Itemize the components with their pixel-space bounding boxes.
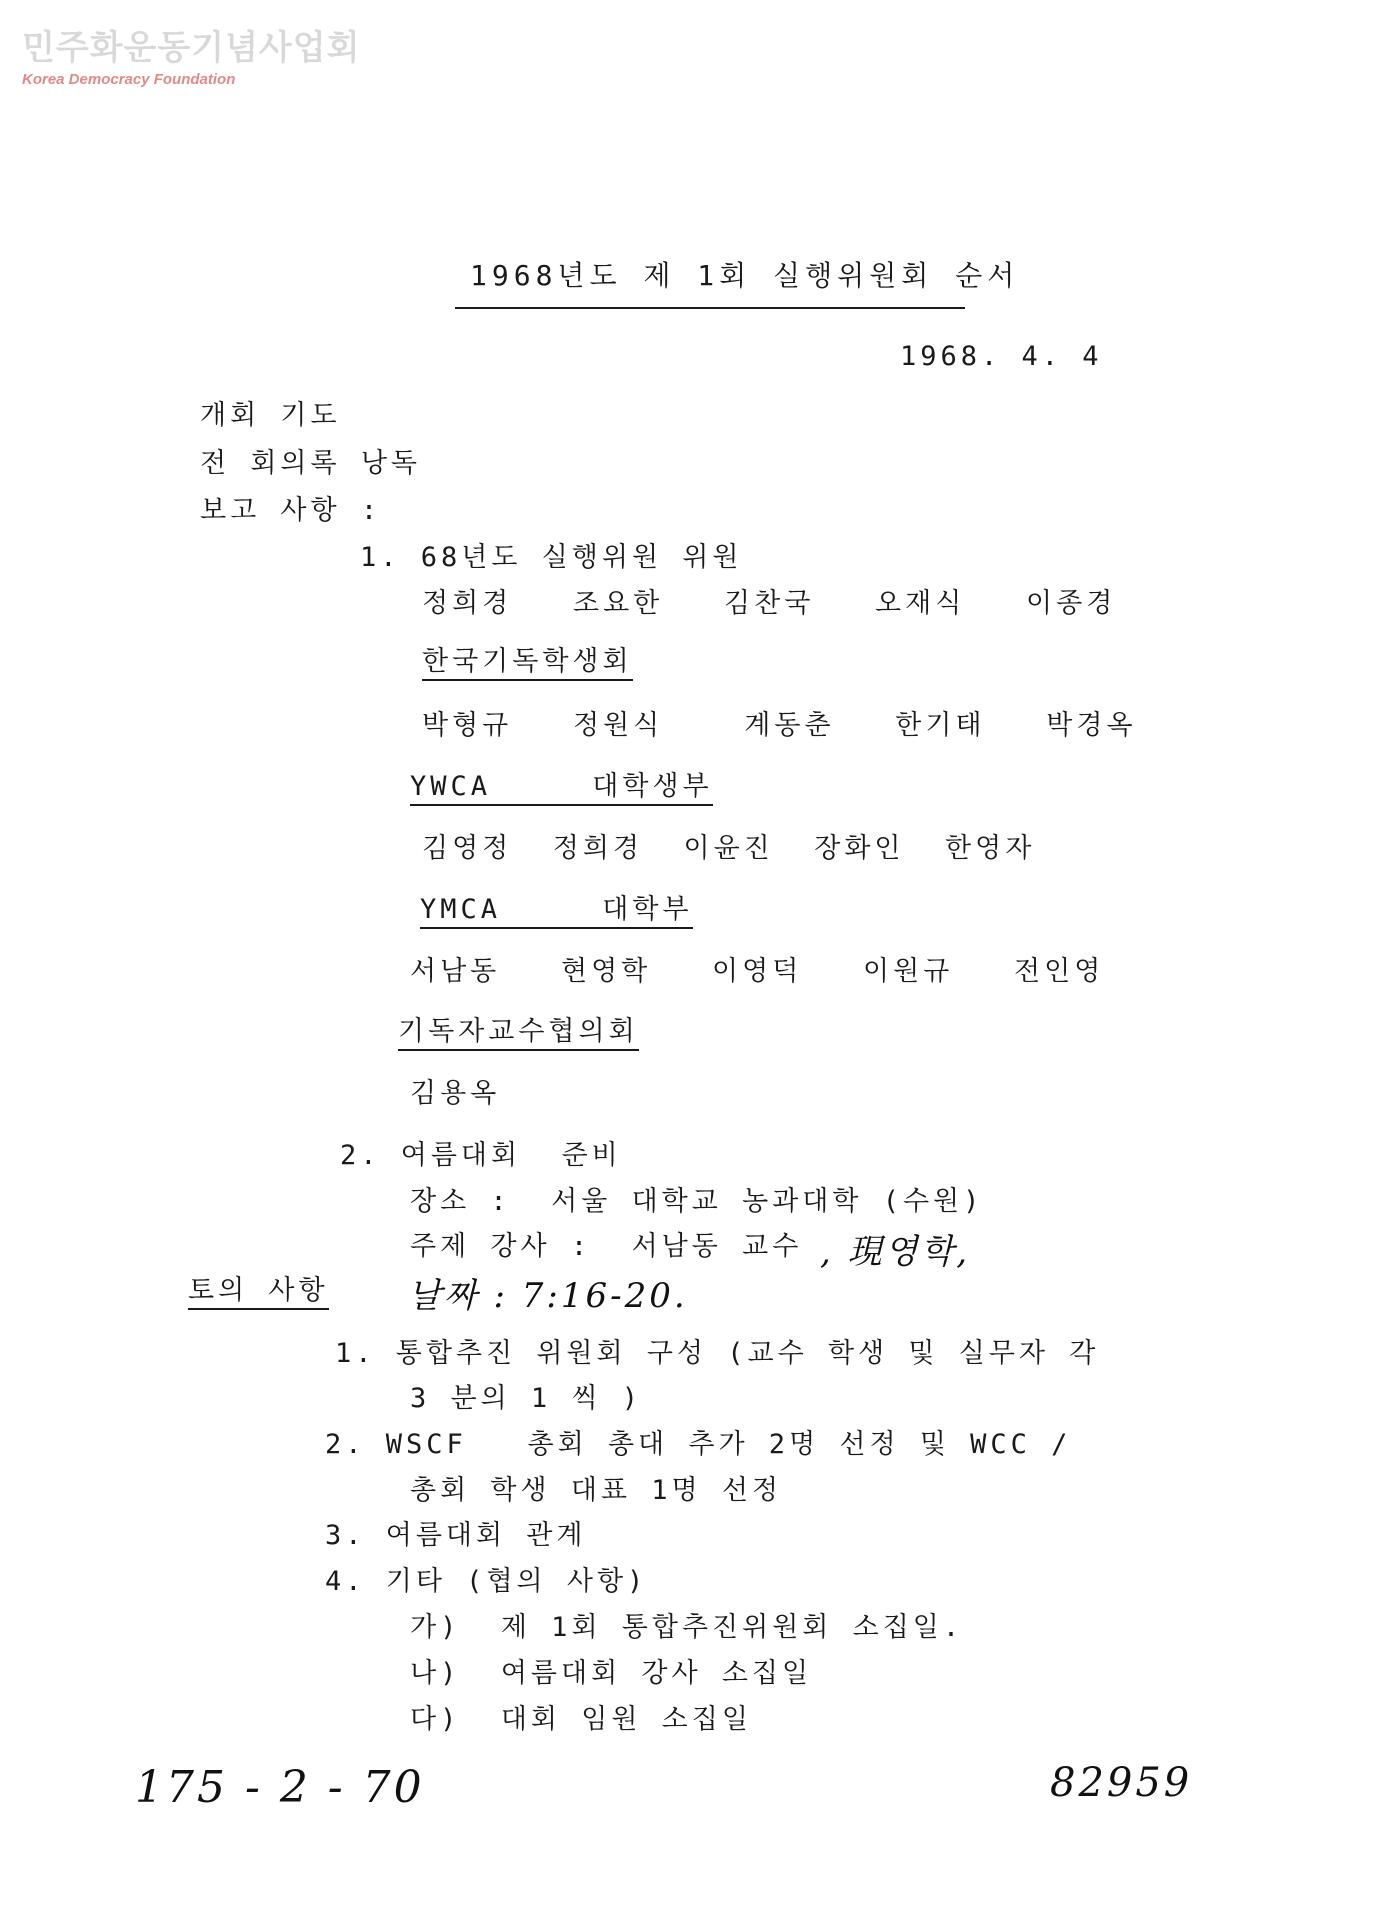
- discussion-item-1-cont: 3 분의 1 씩 ): [410, 1383, 643, 1414]
- summer-date-handwritten: 날짜 : 7:16-20.: [408, 1276, 688, 1316]
- discussion-item-2: 2. WSCF 총회 총대 추가 2명 선정 및 WCC /: [325, 1429, 1072, 1460]
- group3-members: 김영정 정희경 이윤진 장화인 한영자: [422, 833, 1036, 864]
- report-item-1: 1. 68년도 실행위원 위원: [360, 542, 743, 573]
- group4-members: 서남동 현영학 이영덕 이원규 전인영: [410, 956, 1105, 987]
- group5-members: 김용옥: [410, 1078, 501, 1109]
- document-title: 1968년도 제 1회 실행위원회 순서: [470, 259, 1020, 292]
- foundation-watermark: [22, 20, 360, 88]
- discussion-item-2-cont: 총회 학생 대표 1명 선정: [410, 1475, 783, 1506]
- document-date: 1968. 4. 4: [900, 341, 1103, 372]
- discussion-item-3: 3. 여름대회 관계: [325, 1520, 587, 1551]
- watermark-english: Korea Democracy Foundation: [22, 71, 236, 88]
- group5-name: 기독자교수협의회: [398, 1018, 639, 1051]
- speaker-handwritten-note: , 現영학,: [820, 1232, 971, 1272]
- report-item-2: 2. 여름대회 준비: [340, 1140, 622, 1171]
- discussion-sub-da: 다) 대회 임원 소집일: [410, 1704, 752, 1735]
- summer-place: 장소 : 서울 대학교 농과대학 (수원): [410, 1186, 984, 1217]
- opening-prayer: 개회 기도: [200, 400, 341, 431]
- discussion-heading: 토의 사항: [188, 1277, 329, 1310]
- summer-speaker: 주제 강사 : 서남동 교수: [410, 1231, 803, 1262]
- discussion-sub-na: 나) 여름대회 강사 소집일: [410, 1658, 813, 1689]
- group2-name: 한국기독학생회: [422, 648, 633, 681]
- archive-code-left: 175 - 2 - 70: [135, 1762, 425, 1813]
- discussion-item-4: 4. 기타 (협의 사항): [325, 1566, 648, 1597]
- group3-name: YWCA 대학생부: [410, 773, 713, 806]
- group1-members: 정희경 조요한 김찬국 오재식 이종경: [422, 588, 1117, 619]
- discussion-item-1: 1. 통합추진 위원회 구성 (교수 학생 및 실무자 각: [335, 1338, 1100, 1369]
- discussion-sub-ga: 가) 제 1회 통합추진위원회 소집일.: [410, 1612, 964, 1643]
- group2-members: 박형규 정원식 계동춘 한기태 박경옥: [422, 710, 1137, 741]
- group4-name: YMCA 대학부: [420, 896, 693, 929]
- title-underline: [455, 307, 965, 309]
- archive-code-right: 82959: [1050, 1760, 1193, 1806]
- watermark-korean: 민주화운동기념사업회: [22, 28, 361, 68]
- minutes-reading: 전 회의록 낭독: [200, 448, 422, 479]
- report-heading: 보고 사항 :: [200, 495, 382, 526]
